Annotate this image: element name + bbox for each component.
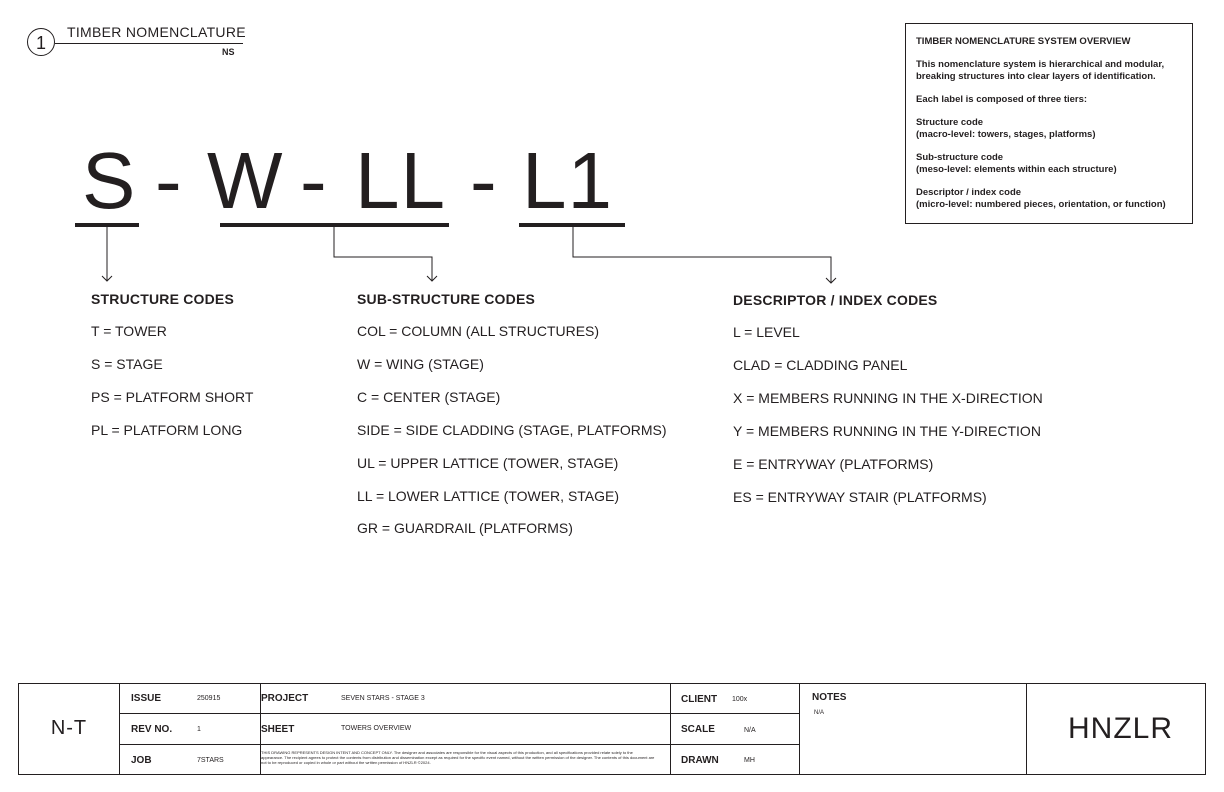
tb-divider [1026,684,1027,774]
descriptor-code-item: ES = ENTRYWAY STAIR (PLATFORMS) [733,489,987,505]
descriptor-code-item: E = ENTRYWAY (PLATFORMS) [733,456,934,472]
descriptor-code-item: X = MEMBERS RUNNING IN THE X-DIRECTION [733,390,1043,406]
descriptor-code-item: L = LEVEL [733,324,800,340]
leader-lines [0,0,1224,300]
drawn-value: MH [744,757,755,764]
project-value: SEVEN STARS - STAGE 3 [341,695,425,702]
structure-codes-heading: STRUCTURE CODES [91,291,235,307]
rev-label: REV NO. [131,724,173,735]
drawing-scale: NS [222,47,235,57]
job-value: 7STARS [197,757,224,764]
overview-desc-title: Descriptor / index code [916,187,1022,198]
disclaimer-text: THIS DRAWING REPRESENTS DESIGN INTENT AND CONCEPT ONLY. The designer and associates are responsible for the visual aspects of this production, and all specifications provided relate solely to the appearance. The recipient agrees to protect the contents from distribution and dissemination except as required for the specific event named, without the written permission of the designer. The contents of this document are not to be reproduced or copied in whole or part without the written permission of HNZLR ©2024. [261,750,655,765]
client-label: CLIENT [681,694,718,705]
tb-divider [670,684,671,774]
substructure-code-item: LL = LOWER LATTICE (TOWER, STAGE) [357,488,620,504]
overview-sub-desc: (meso-level: elements within each structure) [916,164,1117,175]
tb-divider [799,684,800,774]
project-label: PROJECT [261,693,309,704]
substructure-code-item: W = WING (STAGE) [357,356,484,372]
tb-divider [119,684,120,774]
scale-value: N/A [744,727,756,734]
code-descriptor-part: L1 [522,136,613,225]
overview-structure-desc: (macro-level: towers, stages, platforms) [916,129,1096,140]
overview-desc-desc: (micro-level: numbered pieces, orientation, or function) [916,199,1166,210]
structure-code-item: S = STAGE [91,356,163,372]
title-block [18,683,1206,775]
drawing-title: TIMBER NOMENCLATURE [67,24,246,40]
notes-value: N/A [814,710,825,716]
scale-label: SCALE [681,724,715,735]
code-dash-1: - [155,136,182,225]
job-label: JOB [131,755,152,766]
rev-value: 1 [197,726,201,733]
overview-intro-line-1: This nomenclature system is hierarchical and modular, [916,59,1165,70]
drawn-label: DRAWN [681,755,719,766]
issue-label: ISSUE [131,693,162,704]
issue-value: 250915 [197,695,221,702]
sheet-number: N-T [50,717,88,739]
drawing-number: 1 [35,33,46,53]
hnzlr-logo: HNZLR [1068,712,1174,745]
sheet-label: SHEET [261,724,295,735]
descriptor-codes-heading: DESCRIPTOR / INDEX CODES [733,292,938,308]
code-structure-part: S [82,136,137,225]
substructure-code-item: SIDE = SIDE CLADDING (STAGE, PLATFORMS) [357,422,667,438]
sheet-value: TOWERS OVERVIEW [341,725,412,732]
substructure-code-item: GR = GUARDRAIL (PLATFORMS) [357,520,573,536]
overview-sub-title: Sub-structure code [916,152,1004,163]
substructure-leader [334,227,432,281]
structure-code-item: PS = PLATFORM SHORT [91,389,254,405]
substructure-code-item: COL = COLUMN (ALL STRUCTURES) [357,323,600,339]
substructure-code-item: C = CENTER (STAGE) [357,389,501,405]
overview-title: TIMBER NOMENCLATURE SYSTEM OVERVIEW [916,36,1131,47]
tb-row-divider [119,744,799,745]
code-dash-3: - [470,136,497,225]
descriptor-code-item: Y = MEMBERS RUNNING IN THE Y-DIRECTION [733,423,1041,439]
overview-structure-title: Structure code [916,117,984,128]
code-dash-2: - [300,136,327,225]
structure-code-item: PL = PLATFORM LONG [91,422,243,438]
structure-code-item: T = TOWER [91,323,167,339]
client-value: 100x [732,696,748,703]
descriptor-leader [573,227,831,283]
descriptor-code-item: CLAD = CLADDING PANEL [733,357,908,373]
code-wing-part: W [207,136,284,225]
substructure-codes-heading: SUB-STRUCTURE CODES [357,291,536,307]
substructure-code-item: UL = UPPER LATTICE (TOWER, STAGE) [357,455,619,471]
overview-intro-line-2: breaking structures into clear layers of identification. [916,71,1156,82]
tb-row-divider [119,713,799,714]
code-substructure-part: LL [355,136,446,225]
notes-label: NOTES [812,692,847,703]
overview-tiers: Each label is composed of three tiers: [916,94,1088,105]
